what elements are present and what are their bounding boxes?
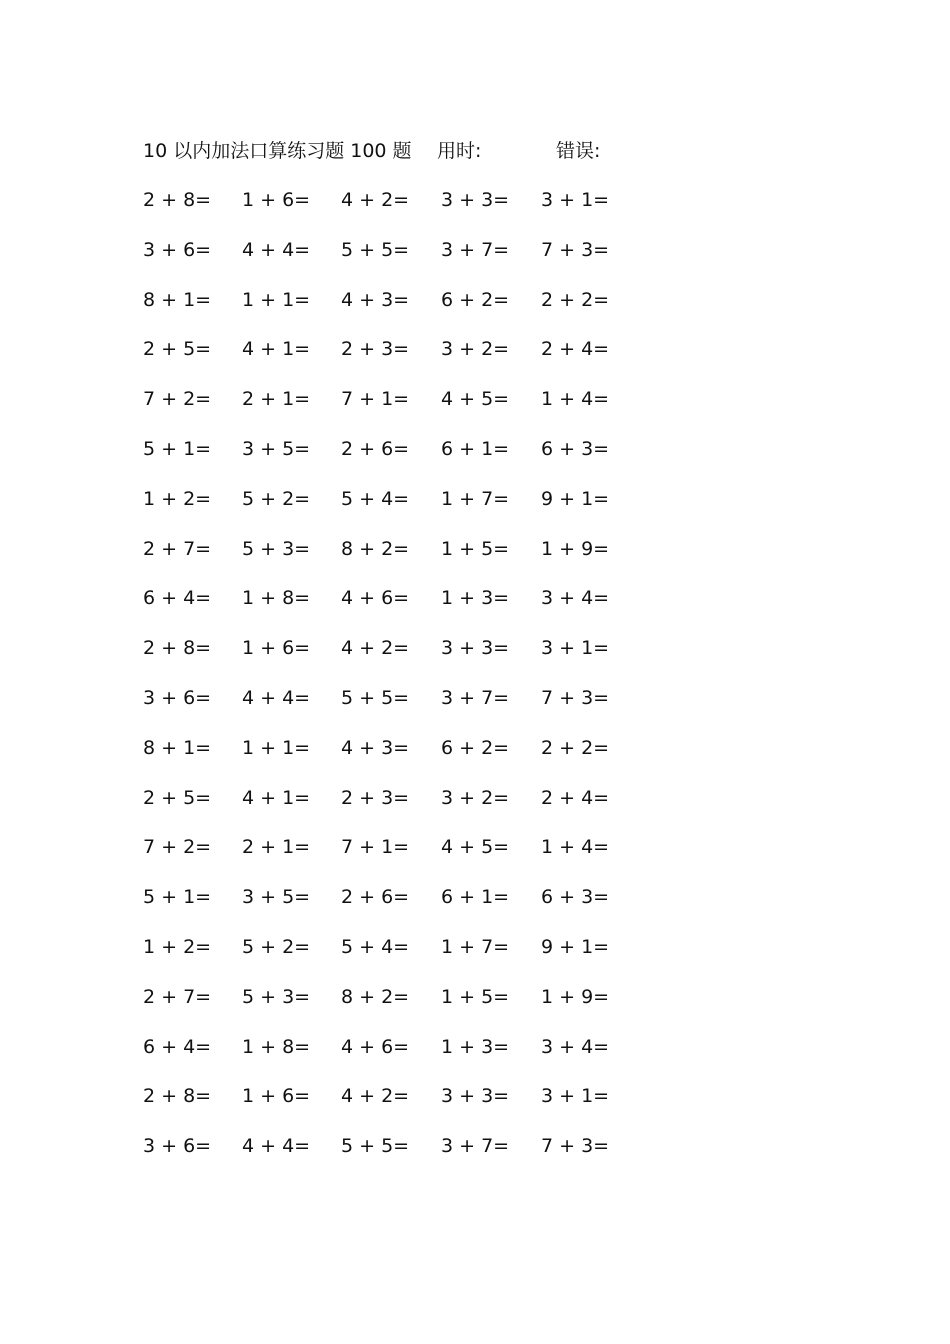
problem-item: 4 + 2= — [341, 1085, 410, 1108]
time-used-label: 用时: — [437, 140, 482, 162]
problem-item: 6 + 3= — [541, 886, 610, 909]
problem-item: 7 + 2= — [143, 836, 212, 859]
problem-item: 1 + 6= — [242, 189, 311, 211]
problem-item: 3 + 6= — [143, 1135, 212, 1158]
problem-row — [143, 384, 663, 434]
problem-row — [143, 235, 663, 285]
problem-row — [143, 982, 663, 1032]
problem-item: 5 + 5= — [341, 686, 410, 709]
problem-item: 3 + 3= — [441, 1085, 510, 1108]
problem-item: 1 + 5= — [441, 985, 510, 1008]
problem-item: 1 + 1= — [242, 736, 311, 759]
problem-item: 1 + 2= — [143, 935, 212, 958]
problem-item: 5 + 2= — [242, 935, 311, 958]
problem-item: 4 + 6= — [341, 1035, 410, 1058]
problem-item: 7 + 1= — [341, 836, 410, 859]
problem-row — [143, 783, 663, 833]
problem-item: 8 + 2= — [341, 537, 410, 560]
problem-item: 3 + 5= — [242, 437, 311, 460]
problem-row — [143, 583, 663, 633]
problem-item: 4 + 2= — [341, 637, 410, 660]
problem-item: 4 + 6= — [341, 587, 410, 610]
problem-item: 5 + 5= — [341, 1135, 410, 1158]
problem-item: 2 + 1= — [242, 836, 311, 859]
problem-row — [143, 434, 663, 484]
problem-item: 3 + 6= — [143, 686, 212, 709]
problem-item: 8 + 1= — [143, 736, 212, 759]
problem-item: 4 + 2= — [341, 189, 410, 211]
problem-item: 5 + 4= — [341, 935, 410, 958]
problem-item: 1 + 3= — [441, 1035, 510, 1058]
problem-item: 2 + 1= — [242, 388, 311, 411]
problem-item: 3 + 1= — [541, 637, 610, 660]
problem-item: 3 + 3= — [441, 637, 510, 660]
problem-row — [143, 932, 663, 982]
problem-item: 3 + 1= — [541, 189, 610, 211]
problem-item: 3 + 3= — [441, 189, 510, 211]
problem-item: 1 + 8= — [242, 1035, 311, 1058]
problem-item: 4 + 4= — [242, 238, 311, 261]
problem-item: 1 + 7= — [441, 487, 510, 510]
problem-row — [143, 733, 663, 783]
problem-item: 6 + 4= — [143, 1035, 212, 1058]
problem-item: 5 + 3= — [242, 537, 311, 560]
problem-item: 6 + 2= — [441, 736, 510, 759]
problem-item: 2 + 4= — [541, 338, 610, 361]
problem-row — [143, 683, 663, 733]
problem-item: 7 + 1= — [341, 388, 410, 411]
problem-row — [143, 185, 663, 235]
errors-label: 错误: — [556, 140, 601, 162]
problem-item: 2 + 7= — [143, 985, 212, 1008]
problem-item: 2 + 7= — [143, 537, 212, 560]
problem-item: 4 + 4= — [242, 686, 311, 709]
problem-item: 9 + 1= — [541, 935, 610, 958]
problem-item: 2 + 3= — [341, 786, 410, 809]
problem-item: 3 + 2= — [441, 786, 510, 809]
problem-row — [143, 1081, 663, 1131]
problem-item: 2 + 8= — [143, 189, 212, 211]
problem-row — [143, 334, 663, 384]
problem-item: 8 + 2= — [341, 985, 410, 1008]
problem-item: 6 + 1= — [441, 437, 510, 460]
problem-item: 8 + 1= — [143, 288, 212, 311]
problem-item: 3 + 6= — [143, 238, 212, 261]
problem-item: 2 + 8= — [143, 1085, 212, 1108]
problem-row — [143, 1032, 663, 1082]
problem-item: 2 + 5= — [143, 338, 212, 361]
problem-item: 5 + 1= — [143, 437, 212, 460]
problem-item: 1 + 4= — [541, 388, 610, 411]
problem-item: 2 + 2= — [541, 288, 610, 311]
problem-item: 1 + 5= — [441, 537, 510, 560]
problem-item: 4 + 1= — [242, 786, 311, 809]
problem-item: 5 + 4= — [341, 487, 410, 510]
problem-row — [143, 534, 663, 584]
problem-item: 1 + 4= — [541, 836, 610, 859]
problem-item: 1 + 2= — [143, 487, 212, 510]
problem-item: 1 + 9= — [541, 537, 610, 560]
problem-item: 2 + 5= — [143, 786, 212, 809]
problem-item: 4 + 5= — [441, 388, 510, 411]
problem-item: 6 + 4= — [143, 587, 212, 610]
problem-item: 4 + 3= — [341, 288, 410, 311]
problem-item: 9 + 1= — [541, 487, 610, 510]
problem-item: 1 + 7= — [441, 935, 510, 958]
problem-item: 3 + 2= — [441, 338, 510, 361]
problem-item: 2 + 6= — [341, 437, 410, 460]
problem-item: 5 + 3= — [242, 985, 311, 1008]
problem-item: 4 + 3= — [341, 736, 410, 759]
problem-row — [143, 882, 663, 932]
problem-item: 7 + 3= — [541, 1135, 610, 1158]
problem-item: 4 + 1= — [242, 338, 311, 361]
problem-item: 1 + 8= — [242, 587, 311, 610]
worksheet-header — [143, 136, 663, 166]
problem-item: 1 + 6= — [242, 637, 311, 660]
problem-item: 2 + 8= — [143, 637, 212, 660]
problem-item: 5 + 2= — [242, 487, 311, 510]
problem-item: 6 + 1= — [441, 886, 510, 909]
problem-item: 3 + 4= — [541, 1035, 610, 1058]
problem-item: 3 + 4= — [541, 587, 610, 610]
problem-item: 4 + 5= — [441, 836, 510, 859]
problem-item: 2 + 4= — [541, 786, 610, 809]
problem-item: 4 + 4= — [242, 1135, 311, 1158]
problem-item: 3 + 5= — [242, 886, 311, 909]
problem-row — [143, 633, 663, 683]
problem-row — [143, 832, 663, 882]
problem-item: 3 + 7= — [441, 1135, 510, 1158]
problem-item: 2 + 6= — [341, 886, 410, 909]
problem-item: 1 + 3= — [441, 587, 510, 610]
problem-item: 1 + 1= — [242, 288, 311, 311]
problem-row — [143, 285, 663, 335]
problem-item: 6 + 2= — [441, 288, 510, 311]
problem-item: 3 + 1= — [541, 1085, 610, 1108]
worksheet-title: 10 以内加法口算练习题 100 题 — [143, 140, 412, 162]
problem-row — [143, 1131, 663, 1181]
problem-item: 7 + 2= — [143, 388, 212, 411]
problem-item: 6 + 3= — [541, 437, 610, 460]
problem-item: 3 + 7= — [441, 686, 510, 709]
problem-item: 7 + 3= — [541, 238, 610, 261]
problem-grid — [143, 185, 663, 1181]
problem-item: 1 + 6= — [242, 1085, 311, 1108]
problem-item: 5 + 1= — [143, 886, 212, 909]
problem-item: 3 + 7= — [441, 238, 510, 261]
problem-item: 2 + 3= — [341, 338, 410, 361]
problem-item: 1 + 9= — [541, 985, 610, 1008]
problem-item: 2 + 2= — [541, 736, 610, 759]
problem-row — [143, 484, 663, 534]
problem-item: 5 + 5= — [341, 238, 410, 261]
problem-item: 7 + 3= — [541, 686, 610, 709]
